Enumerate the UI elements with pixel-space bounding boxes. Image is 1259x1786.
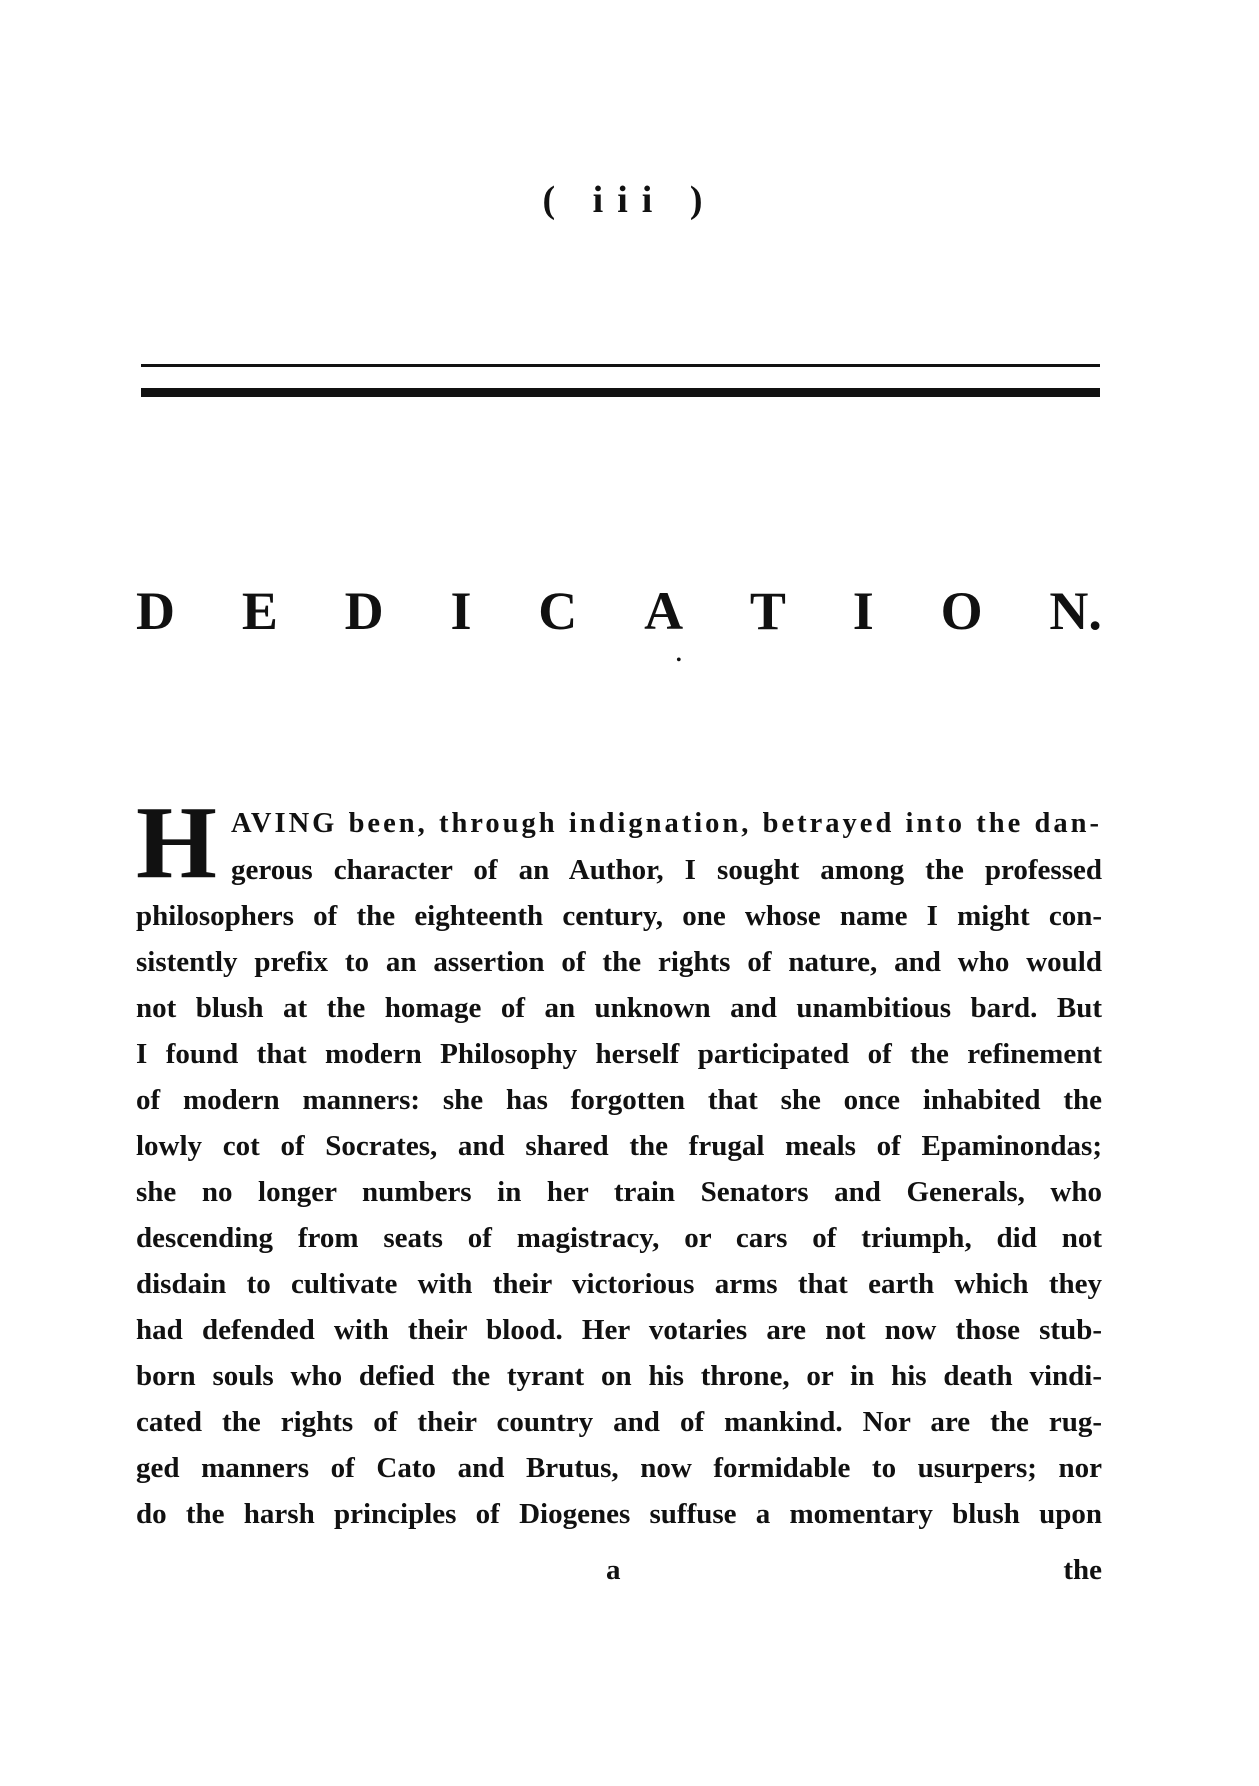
heading-letter: D — [136, 581, 175, 641]
paragraph-line: descending from seats of magistracy, or cars of triumph, did not — [136, 1222, 1102, 1254]
paragraph-line: lowly cot of Socrates, and shared the frugal meals of Epaminondas; — [136, 1130, 1102, 1162]
paragraph-line: cated the rights of their country and of mankind. Nor are the rug- — [136, 1406, 1102, 1438]
paragraph-line: philosophers of the eighteenth century, one whose name I might con- — [136, 900, 1102, 932]
heading-letter: C — [538, 581, 578, 641]
heading-ornament: • — [676, 652, 682, 669]
paragraph-line: ged manners of Cato and Brutus, now formidable to usurpers; nor — [136, 1452, 1102, 1484]
heading-letter: I — [852, 581, 874, 641]
heading-letter: D — [344, 581, 384, 641]
heading-letter: T — [749, 581, 786, 641]
paragraph-line: AVING been, through indignation, betrayed into the dan- — [231, 808, 1102, 839]
heading-letter: O — [940, 581, 983, 641]
heading-letter: N. — [1049, 581, 1102, 641]
paragraph-line: sistently prefix to an assertion of the rights of nature, and who would — [136, 946, 1102, 978]
header-rule-thin — [141, 364, 1100, 367]
paragraph-line: gerous character of an Author, I sought among the professed — [231, 854, 1102, 886]
paragraph-line: do the harsh principles of Diogenes suffuse a momentary blush upon — [136, 1498, 1102, 1530]
header-rule-thick — [141, 388, 1100, 397]
heading-letter: E — [241, 581, 278, 641]
paragraph-line: she no longer numbers in her train Senators and Generals, who — [136, 1176, 1102, 1208]
page-footer — [136, 1554, 1102, 1600]
paragraph-line: had defended with their blood. Her votaries are not now those stub- — [136, 1314, 1102, 1346]
heading-letter: A — [644, 581, 684, 641]
catchword: the — [1063, 1554, 1102, 1586]
paragraph-line: born souls who defied the tyrant on his throne, or in his death vindi- — [136, 1360, 1102, 1392]
paragraph-line: disdain to cultivate with their victorious arms that earth which they — [136, 1268, 1102, 1300]
dedication-heading — [136, 581, 1102, 641]
paragraph-line: I found that modern Philosophy herself participated of the refinement — [136, 1038, 1102, 1070]
paragraph-line: of modern manners: she has forgotten that she once inhabited the — [136, 1084, 1102, 1116]
signature-mark: a — [606, 1554, 621, 1586]
dedication-paragraph — [136, 785, 1102, 1537]
paragraph-line: not blush at the homage of an unknown and unambitious bard. But — [136, 992, 1102, 1024]
drop-cap: H — [136, 785, 217, 900]
page-number: ( iii ) — [542, 179, 717, 221]
heading-letter: I — [450, 581, 472, 641]
